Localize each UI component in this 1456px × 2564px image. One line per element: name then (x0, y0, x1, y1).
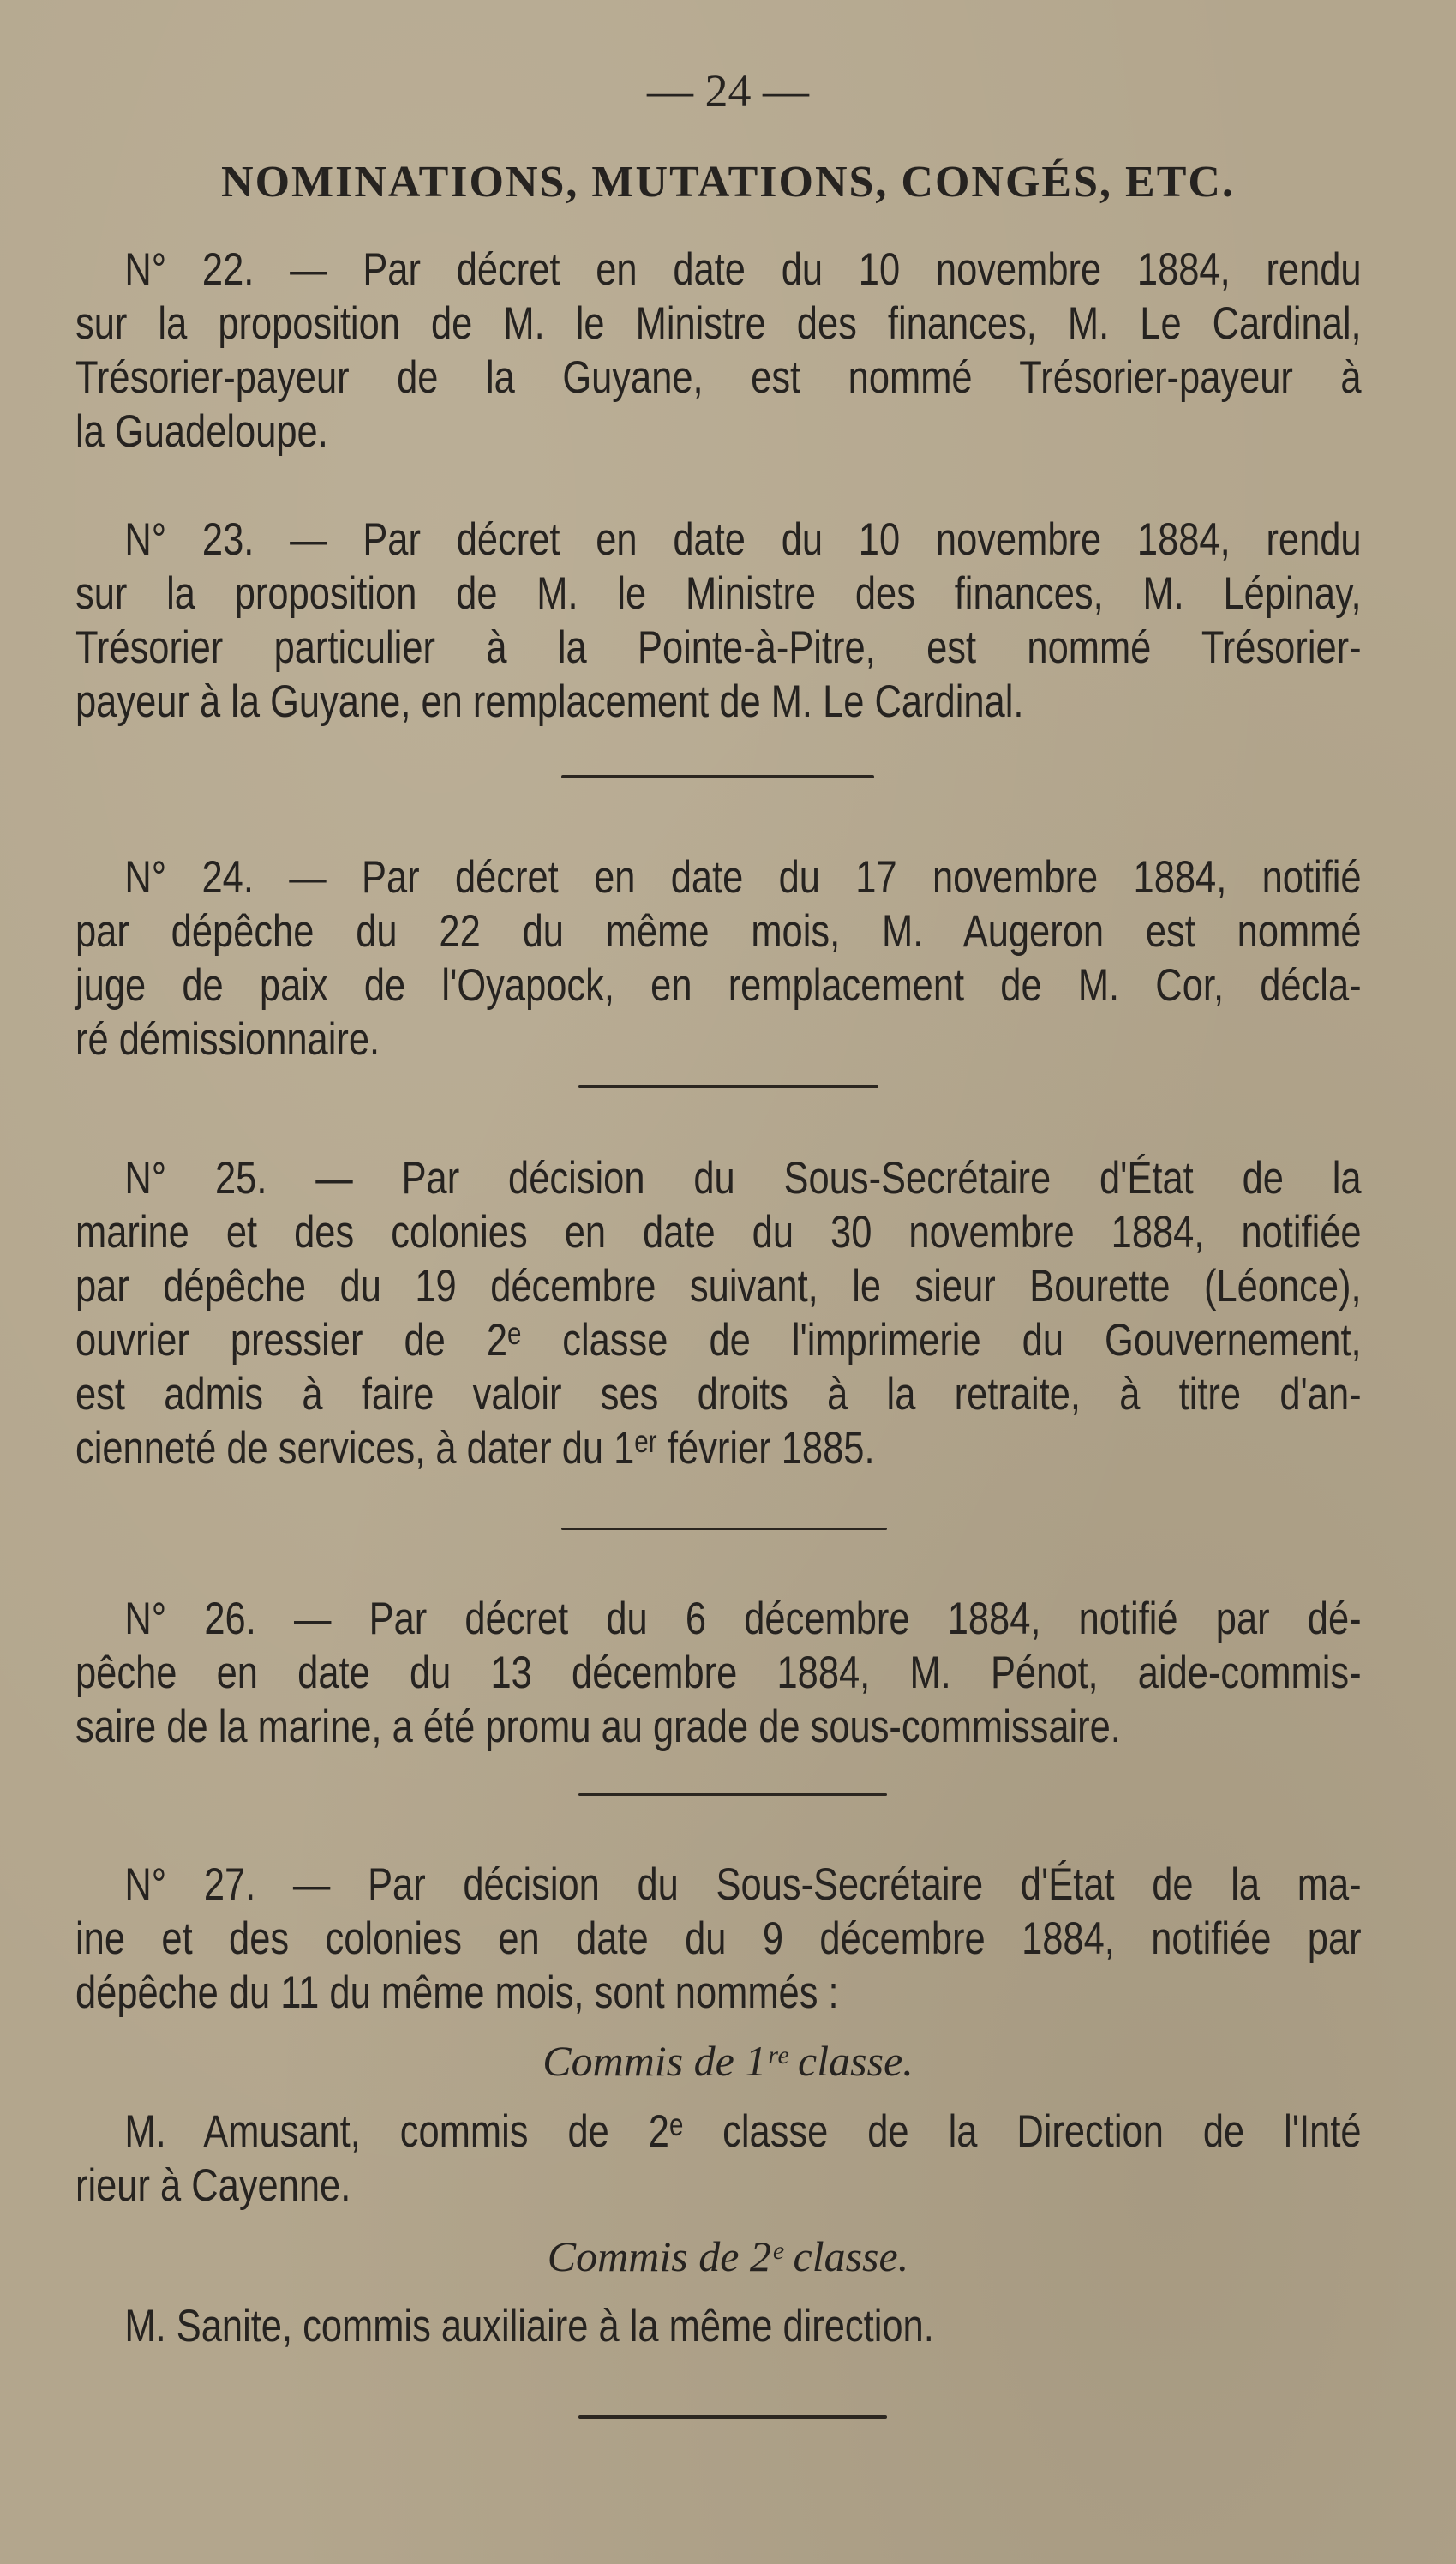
entry-line: N° 22. — Par décret en date du 10 novembre 1884, rendu (124, 244, 1362, 295)
entry-line: dépêche du 11 du même mois, sont nommés : (75, 1967, 839, 2018)
entry-line: la Guadeloupe. (75, 406, 328, 457)
entry-line: par dépêche du 22 du même mois, M. Augeron est nommé (75, 906, 1362, 957)
entry-line: N° 23. — Par décret en date du 10 novembre 1884, rendu (124, 514, 1362, 565)
separator-rule (578, 2415, 887, 2419)
separator-rule (561, 1528, 887, 1530)
entry-line: N° 26. — Par décret du 6 décembre 1884, notifié par dé- (124, 1594, 1362, 1644)
entry-line: M. Sanite, commis auxiliaire à la même direction. (124, 2301, 934, 2351)
entry-line: N° 25. — Par décision du Sous-Secrétaire d'État de la (124, 1153, 1362, 1204)
entry-line: N° 27. — Par décision du Sous-Secrétaire d'État de la ma- (124, 1859, 1362, 1910)
appointment-1 (75, 2105, 1362, 2213)
entry-24 (75, 850, 1362, 1066)
section-heading: NOMINATIONS, MUTATIONS, CONGÉS, ETC. (221, 158, 1235, 207)
separator-rule (578, 1085, 878, 1088)
entry-line: juge de paix de l'Oyapock, en remplacement de M. Cor, décla- (75, 960, 1362, 1011)
appointment-2 (75, 2299, 1362, 2353)
page-number: — 24 — (647, 65, 809, 117)
entry-line: payeur à la Guyane, en remplacement de M. Le Cardinal. (75, 676, 1024, 727)
entry-line: ouvrier pressier de 2ᵉ classe de l'imprimerie du Gouvernement, (75, 1315, 1362, 1366)
entry-line: est admis à faire valoir ses droits à la retraite, à titre d'an- (75, 1369, 1362, 1420)
separator-rule (578, 1793, 887, 1796)
appointment-title: Commis de 1ʳᵉ classe. (542, 2037, 914, 2085)
entry-25 (75, 1151, 1362, 1475)
entry-line: sur la proposition de M. le Ministre des finances, M. Le Cardinal, (75, 298, 1362, 349)
entry-line: saire de la marine, a été promu au grade de sous-commissaire. (75, 1702, 1121, 1752)
entry-26 (75, 1592, 1362, 1754)
entry-line: ine et des colonies en date du 9 décembre 1884, notifiée par (75, 1913, 1362, 1964)
appointment-title: Commis de 2ᵉ classe. (547, 2232, 909, 2280)
entry-line: Trésorier-payeur de la Guyane, est nommé Trésorier-payeur à (75, 352, 1362, 403)
entry-line: par dépêche du 19 décembre suivant, le sieur Bourette (Léonce), (75, 1261, 1362, 1312)
entry-line: ré démissionnaire. (75, 1014, 380, 1065)
entry-line: N° 24. — Par décret en date du 17 novembre 1884, notifié (124, 852, 1362, 903)
entry-line: cienneté de services, à dater du 1ᵉʳ février 1885. (75, 1423, 875, 1474)
separator-rule (561, 775, 874, 778)
entry-line: M. Amusant, commis de 2ᵉ classe de la Direction de l'Inté (124, 2106, 1362, 2157)
entry-line: Trésorier particulier à la Pointe-à-Pitre, est nommé Trésorier- (75, 622, 1362, 673)
entry-line: sur la proposition de M. le Ministre des finances, M. Lépinay, (75, 568, 1362, 619)
entry-line: rieur à Cayenne. (75, 2160, 351, 2211)
entry-22 (75, 243, 1362, 459)
entry-27 (75, 1858, 1362, 2020)
entry-line: pêche en date du 13 décembre 1884, M. Pénot, aide-commis- (75, 1648, 1362, 1698)
entry-23 (75, 513, 1362, 729)
entry-line: marine et des colonies en date du 30 novembre 1884, notifiée (75, 1207, 1362, 1258)
